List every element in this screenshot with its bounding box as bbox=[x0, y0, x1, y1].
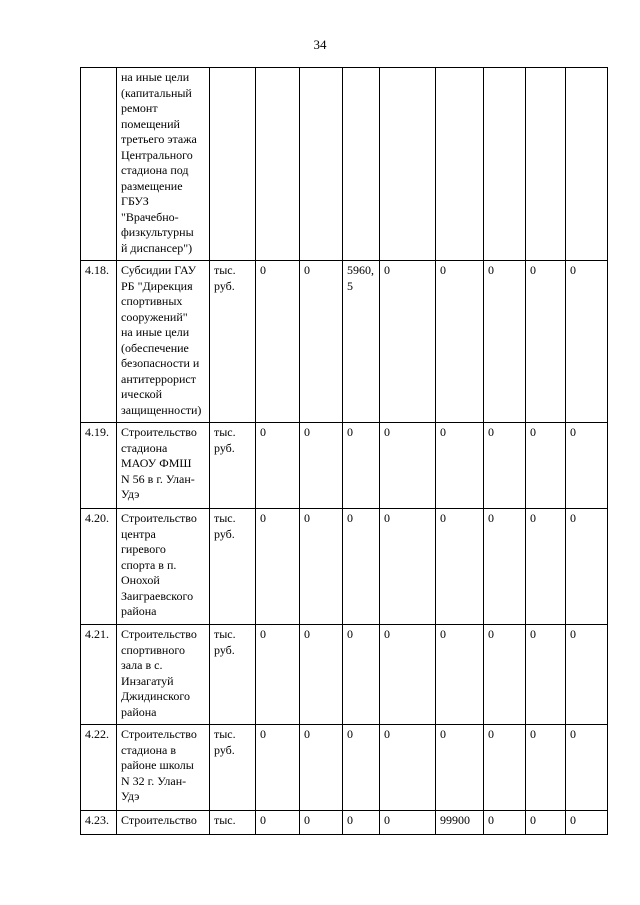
table-row bbox=[81, 811, 608, 835]
row-value: 0 bbox=[380, 725, 436, 811]
row-name-line: спорта в п. bbox=[121, 557, 177, 572]
row-value: 0 bbox=[526, 725, 566, 811]
row-name-line: (обеспечение bbox=[121, 340, 189, 355]
row-name-line: центра bbox=[121, 526, 156, 541]
row-name-line: физкультурны bbox=[121, 225, 194, 239]
row-name-line: N 56 в г. Улан- bbox=[121, 471, 195, 486]
row-unit: тыс. руб. bbox=[210, 261, 256, 423]
row-name-line: стадиона в bbox=[121, 742, 176, 757]
row-name bbox=[117, 625, 210, 725]
row-value: 0 bbox=[436, 725, 484, 811]
row-name-line: РБ "Дирекция bbox=[121, 278, 193, 293]
row-value: 0 bbox=[526, 625, 566, 725]
row-value bbox=[436, 68, 484, 261]
row-name-line: МАОУ ФМШ bbox=[121, 456, 192, 470]
row-value: 0 bbox=[526, 811, 566, 835]
row-value: 0 bbox=[566, 725, 608, 811]
table-row bbox=[81, 725, 608, 811]
row-name-line: ремонт bbox=[121, 101, 158, 115]
row-unit: тыс. bbox=[210, 811, 256, 835]
row-code: 4.22. bbox=[81, 725, 117, 811]
row-name bbox=[117, 423, 210, 509]
row-name-line: й диспансер") bbox=[121, 240, 193, 255]
row-value: 0 bbox=[566, 261, 608, 423]
table-row bbox=[81, 261, 608, 423]
row-value: 0 bbox=[343, 811, 380, 835]
row-name-line: размещение bbox=[121, 178, 183, 193]
row-name-line: Заиграевского bbox=[121, 588, 194, 603]
row-name bbox=[117, 725, 210, 811]
row-value: 0 bbox=[566, 509, 608, 625]
row-name-line: N 32 г. Улан- bbox=[121, 773, 187, 788]
row-name-line: безопасности и bbox=[121, 356, 200, 370]
row-name-line: Субсидии ГАУ bbox=[121, 263, 197, 277]
row-name-line: Удэ bbox=[121, 487, 140, 501]
row-unit: тыс. руб. bbox=[210, 625, 256, 725]
row-value bbox=[343, 68, 380, 261]
row-value bbox=[566, 68, 608, 261]
row-code: 4.20. bbox=[81, 509, 117, 625]
row-name-line: сооружений" bbox=[121, 309, 188, 324]
row-name-line: стадиона под bbox=[121, 163, 189, 177]
table-row bbox=[81, 625, 608, 725]
row-value: 0 bbox=[300, 423, 343, 509]
row-name-line: спортивного bbox=[121, 642, 185, 657]
row-value: 0 bbox=[484, 625, 526, 725]
row-value: 0 bbox=[436, 625, 484, 725]
row-value: 0 bbox=[566, 811, 608, 835]
row-name-line: Инзагатуй bbox=[121, 673, 174, 688]
row-unit: тыс. руб. bbox=[210, 725, 256, 811]
row-name-line: ГБУЗ bbox=[121, 194, 149, 208]
row-name-line: гиревого bbox=[121, 542, 166, 556]
page-number: 34 bbox=[313, 37, 327, 52]
row-value: 0 bbox=[300, 509, 343, 625]
row-value: 0 bbox=[300, 625, 343, 725]
row-value: 0 bbox=[436, 509, 484, 625]
row-value: 0 bbox=[256, 261, 300, 423]
table-row bbox=[81, 68, 608, 261]
row-name-line: Удэ bbox=[121, 789, 140, 803]
table-row bbox=[81, 509, 608, 625]
row-value bbox=[484, 68, 526, 261]
row-value: 0 bbox=[484, 811, 526, 835]
row-value: 0 bbox=[343, 625, 380, 725]
row-code bbox=[81, 68, 117, 261]
row-unit: тыс. руб. bbox=[210, 423, 256, 509]
row-code: 4.19. bbox=[81, 423, 117, 509]
row-name-line: Строительство bbox=[121, 813, 197, 827]
row-unit bbox=[210, 68, 256, 261]
row-unit: тыс. руб. bbox=[210, 509, 256, 625]
row-name bbox=[117, 509, 210, 625]
row-value: 0 bbox=[566, 423, 608, 509]
row-value: 0 bbox=[256, 423, 300, 509]
row-value: 0 bbox=[484, 423, 526, 509]
row-code: 4.18. bbox=[81, 261, 117, 423]
row-name-line: на иные цели bbox=[121, 325, 190, 339]
row-value: 0 bbox=[256, 811, 300, 835]
row-value: 5960, 5 bbox=[343, 261, 380, 423]
row-name-line: Строительство bbox=[121, 425, 197, 439]
row-name-line: (капитальный bbox=[121, 85, 192, 100]
row-name-line: "Врачебно- bbox=[121, 209, 179, 224]
row-name-line: защищенности) bbox=[121, 402, 202, 417]
row-value: 0 bbox=[484, 725, 526, 811]
row-value: 0 bbox=[300, 725, 343, 811]
budget-table bbox=[80, 67, 608, 835]
row-value: 99900 bbox=[436, 811, 484, 835]
row-value bbox=[300, 68, 343, 261]
row-name-line: спортивных bbox=[121, 294, 183, 308]
row-value bbox=[526, 68, 566, 261]
row-name bbox=[117, 811, 210, 835]
row-value: 0 bbox=[343, 509, 380, 625]
row-value: 0 bbox=[380, 261, 436, 423]
row-value: 0 bbox=[380, 625, 436, 725]
row-name-line: Джидинского bbox=[121, 689, 191, 703]
row-value: 0 bbox=[343, 725, 380, 811]
row-code: 4.23. bbox=[81, 811, 117, 835]
row-name-line: зала в с. bbox=[121, 658, 163, 672]
row-name bbox=[117, 261, 210, 423]
row-value bbox=[256, 68, 300, 261]
row-name-line: района bbox=[121, 704, 157, 719]
row-name bbox=[117, 68, 210, 261]
row-value: 0 bbox=[256, 725, 300, 811]
row-value: 0 bbox=[526, 509, 566, 625]
row-name-line: районе школы bbox=[121, 758, 194, 772]
row-value: 0 bbox=[436, 261, 484, 423]
row-name-line: Онохой bbox=[121, 573, 160, 587]
row-value: 0 bbox=[484, 261, 526, 423]
row-value: 0 bbox=[380, 811, 436, 835]
row-name-line: Строительство bbox=[121, 627, 197, 641]
row-value: 0 bbox=[484, 509, 526, 625]
row-name-line: Центрального bbox=[121, 147, 193, 162]
row-value: 0 bbox=[256, 509, 300, 625]
row-name-line: на иные цели bbox=[121, 70, 190, 84]
row-name-line: ической bbox=[121, 387, 163, 401]
row-value: 0 bbox=[380, 423, 436, 509]
row-value: 0 bbox=[526, 261, 566, 423]
row-name-line: третьего этажа bbox=[121, 132, 197, 146]
row-value bbox=[380, 68, 436, 261]
row-value: 0 bbox=[380, 509, 436, 625]
row-value: 0 bbox=[343, 423, 380, 509]
row-name-line: района bbox=[121, 604, 157, 618]
table-body bbox=[81, 68, 608, 835]
row-code: 4.21. bbox=[81, 625, 117, 725]
row-name-line: Строительство bbox=[121, 727, 197, 741]
row-value: 0 bbox=[436, 423, 484, 509]
row-value: 0 bbox=[566, 625, 608, 725]
row-name-line: помещений bbox=[121, 116, 180, 131]
row-value: 0 bbox=[300, 261, 343, 423]
table-row bbox=[81, 423, 608, 509]
row-value: 0 bbox=[300, 811, 343, 835]
row-name-line: антитеррорист bbox=[121, 371, 196, 386]
row-name-line: Строительство bbox=[121, 511, 197, 525]
row-value: 0 bbox=[256, 625, 300, 725]
row-value: 0 bbox=[526, 423, 566, 509]
row-name-line: стадиона bbox=[121, 440, 168, 455]
